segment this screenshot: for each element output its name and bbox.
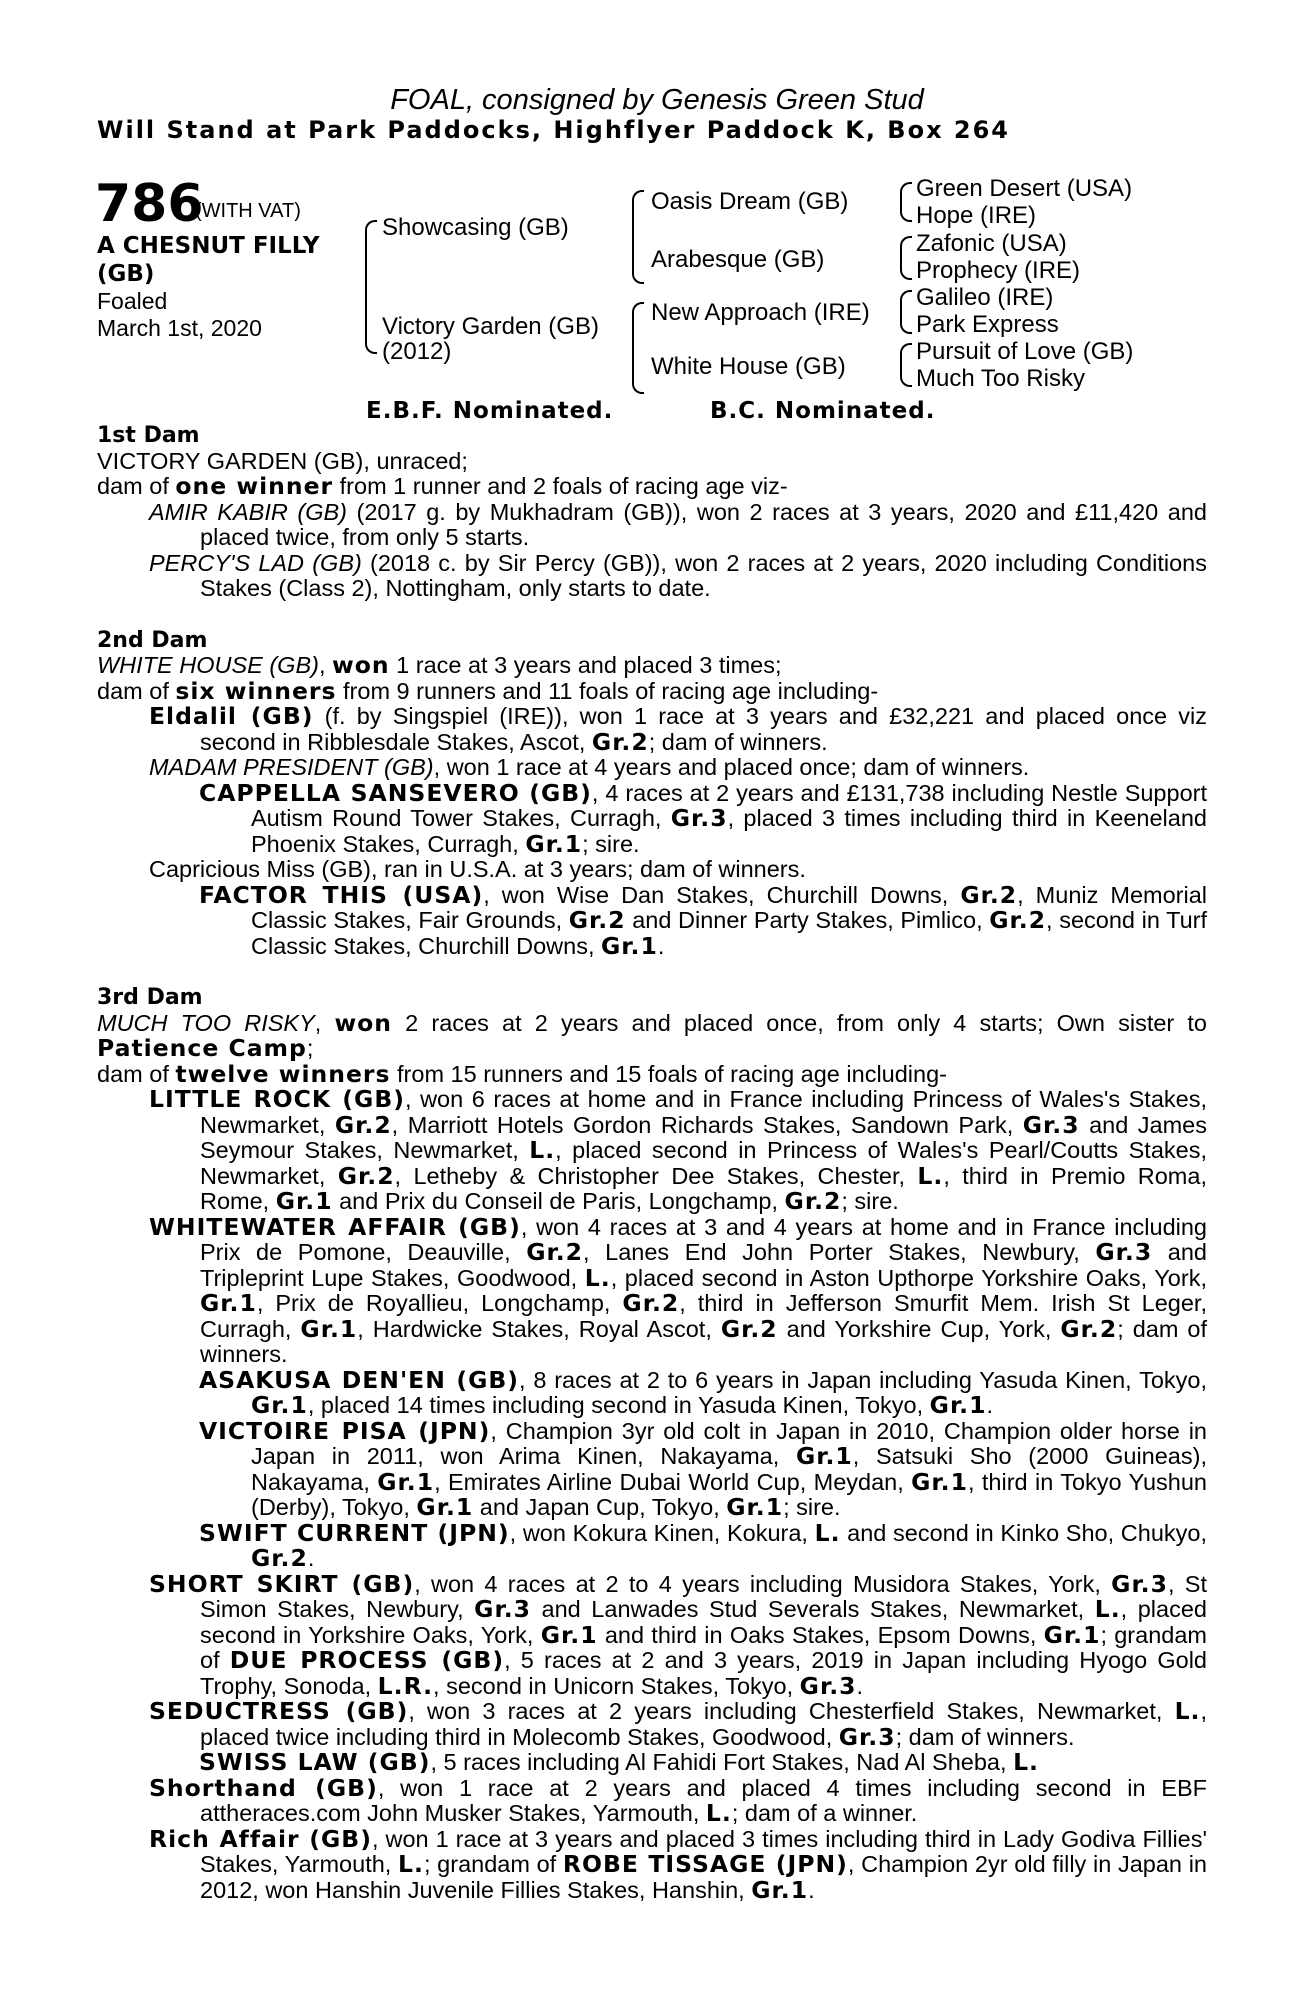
dam-sire-dam: Park Express	[916, 311, 1059, 338]
pedigree-brace-sire-dam	[365, 220, 377, 354]
first-dam-heading: 1st Dam	[97, 423, 200, 448]
produce-entry: Eldalil (GB) (f. by Singspiel (IRE)), won 1 race at 3 years and £32,221 and placed once viz second in Ribblesdale Stakes, Ascot, Gr.2; dam of winners.	[149, 702, 1207, 756]
horse-name: A CHESNUT FILLY	[97, 233, 320, 259]
dam-name: Victory Garden (GB)	[382, 313, 599, 340]
second-dam-heading: 2nd Dam	[97, 627, 208, 653]
dam-dam: White House (GB)	[651, 353, 846, 380]
third-dam-produce-intro: dam of twelve winners from 15 runners and 15 foals of racing age including-	[97, 1059, 947, 1088]
pedigree-brace-dd	[900, 343, 912, 387]
sire-sire: Oasis Dream (GB)	[651, 188, 849, 215]
produce-entry: VICTOIRE PISA (JPN), Champion 3yr old colt in Japan in 2010, Champion older horse in Japan in 2011, won Arima Kinen, Nakayama, Gr.1, Satsuki Sho (2000 Guineas), Nakayama, Gr.1, Emirates Airline Dubai World Cup, Meydan, Gr.1, third in Tokyo Yushun (Derby), Tokyo, Gr.1 and Japan Cup, Tokyo, Gr.1; sire.	[199, 1416, 1207, 1521]
produce-entry: CAPPELLA SANSEVERO (GB), 4 races at 2 years and £131,738 including Nestle Support Autism Round Tower Stakes, Curragh, Gr.3, placed 3 times including third in Keeneland Phoenix Stakes, Curragh, Gr.1; sire.	[199, 778, 1207, 858]
foaled-label: Foaled	[97, 288, 168, 314]
pedigree-brace-ds	[900, 290, 912, 334]
sire-dam: Arabesque (GB)	[651, 246, 825, 273]
produce-entry: AMIR KABIR (GB) (2017 g. by Mukhadram (GB)), won 2 races at 3 years, 2020 and £11,420 and placed twice, from only 5 starts.	[149, 498, 1207, 550]
sire-dam-sire: Zafonic (USA)	[916, 230, 1067, 257]
pedigree-brace-sd	[900, 236, 912, 280]
bc-nominated: B.C. Nominated.	[710, 398, 936, 424]
produce-entry: ASAKUSA DEN'EN (GB), 8 races at 2 to 6 years in Japan including Yasuda Kinen, Tokyo, Gr.1, placed 14 times including second in Yasuda Kinen, Tokyo, Gr.1.	[199, 1365, 1207, 1419]
second-dam-produce-intro: dam of six winners from 9 runners and 11 foals of racing age including-	[97, 676, 879, 705]
produce-entry: SWIFT CURRENT (JPN), won Kokura Kinen, Kokura, L. and second in Kinko Sho, Chukyo, Gr.2.	[199, 1518, 1207, 1572]
pedigree-brace-sire	[632, 190, 644, 284]
sire-dam-dam: Prophecy (IRE)	[916, 257, 1081, 284]
sire-name: Showcasing (GB)	[382, 214, 569, 241]
produce-entry: MADAM PRESIDENT (GB), won 1 race at 4 years and placed once; dam of winners.	[149, 754, 1030, 780]
third-dam-heading: 3rd Dam	[97, 985, 203, 1010]
pedigree-brace-dam	[632, 302, 644, 394]
vat-label: (WITH VAT)	[195, 200, 301, 222]
dam-sire-sire: Galileo (IRE)	[916, 284, 1054, 311]
produce-entry: SHORT SKIRT (GB), won 4 races at 2 to 4 years including Musidora Stakes, York, Gr.3, St Simon Stakes, Newbury, Gr.3 and Lanwades Stud Severals Stakes, Newmarket, L., placed second in Yorkshire Oaks, York, Gr.1 and third in Oaks Stakes, Epsom Downs, Gr.1; grandam of DUE PROCESS (GB), 5 races at 2 and 3 years, 2019 in Japan including Hyogo Gold Trophy, Sonoda, L.R., second in Unicorn Stakes, Tokyo, Gr.3.	[149, 1569, 1208, 1700]
produce-entry: Capricious Miss (GB), ran in U.S.A. at 3 years; dam of winners.	[149, 856, 806, 882]
ebf-nominated: E.B.F. Nominated.	[366, 398, 614, 424]
produce-entry: WHITEWATER AFFAIR (GB), won 4 races at 3 and 4 years at home and in France including Prix de Pomone, Deauville, Gr.2, Lanes End John Porter Stakes, Newbury, Gr.3 and Tripleprint Lupe Stakes, Goodwood, L., placed second in Aston Upthorpe Yorkshire Oaks, York, Gr.1, Prix de Royallieu, Longchamp, Gr.2, third in Jefferson Smurfit Mem. Irish St Leger, Curragh, Gr.1, Hardwicke Stakes, Royal Ascot, Gr.2 and Yorkshire Cup, York, Gr.2; dam of winners.	[149, 1212, 1207, 1367]
dam-sire: New Approach (IRE)	[651, 299, 870, 326]
stand-location: Will Stand at Park Paddocks, Highflyer Paddock K, Box 264	[97, 116, 1011, 144]
dam-dam-dam: Much Too Risky	[916, 365, 1085, 392]
horse-origin: (GB)	[97, 261, 155, 287]
sire-sire-sire: Green Desert (USA)	[916, 175, 1133, 202]
produce-entry: FACTOR THIS (USA), won Wise Dan Stakes, Churchill Downs, Gr.2, Muniz Memorial Classic Stakes, Fair Grounds, Gr.2 and Dinner Party Stakes, Pimlico, Gr.2, second in Turf Classic Stakes, Churchill Downs, Gr.1.	[199, 880, 1208, 960]
consignor-title: FOAL, consigned by Genesis Green Stud	[390, 84, 924, 116]
sire-sire-dam: Hope (IRE)	[916, 202, 1037, 229]
catalogue-body	[97, 423, 1207, 1903]
produce-entry: Shorthand (GB), won 1 race at 2 years and placed 4 times including second in EBF attheraces.com John Musker Stakes, Yarmouth, L.; dam of a winner.	[149, 1773, 1208, 1827]
produce-entry: SWISS LAW (GB), 5 races including Al Fahidi Fort Stakes, Nad Al Sheba, L.	[199, 1748, 1039, 1776]
produce-entry: PERCY'S LAD (GB) (2018 c. by Sir Percy (GB)), won 2 races at 2 years, 2020 including Conditions Stakes (Class 2), Nottingham, only starts to date.	[149, 549, 1207, 601]
third-dam-text: MUCH TOO RISKY, won 2 races at 2 years and placed once, from only 4 starts; Own sister to Patience Camp;	[97, 1008, 1207, 1062]
foaled-date: March 1st, 2020	[97, 315, 262, 341]
dam-dam-sire: Pursuit of Love (GB)	[916, 338, 1134, 365]
produce-entry: LITTLE ROCK (GB), won 6 races at home and in France including Princess of Wales's Stakes, Newmarket, Gr.2, Marriott Hotels Gordon Richards Stakes, Sandown Park, Gr.3 and James Seymour Stakes, Newmarket, L., placed second in Princess of Wales's Pearl/Coutts Stakes, Newmarket, Gr.2, Letheby & Christopher Dee Stakes, Chester, L., third in Premio Roma, Rome, Gr.1 and Prix du Conseil de Paris, Longchamp, Gr.2; sire.	[149, 1085, 1208, 1215]
dam-year: (2012)	[382, 338, 452, 365]
produce-entry: Rich Affair (GB), won 1 race at 3 years and placed 3 times including third in Lady Godiva Fillies' Stakes, Yarmouth, L.; grandam of ROBE TISSAGE (JPN), Champion 2yr old filly in Japan in 2012, won Hanshin Juvenile Fillies Stakes, Hanshin, Gr.1.	[149, 1824, 1207, 1904]
produce-entry: SEDUCTRESS (GB), won 3 races at 2 years including Chesterfield Stakes, Newmarket, L., placed twice including third in Molecomb Stakes, Goodwood, Gr.3; dam of winners.	[149, 1697, 1207, 1751]
first-dam-text: VICTORY GARDEN (GB), unraced;	[97, 447, 468, 474]
second-dam-text: WHITE HOUSE (GB), won 1 race at 3 years and placed 3 times;	[97, 651, 782, 679]
first-dam-produce-intro: dam of one winner from 1 runner and 2 foals of racing age viz-	[97, 472, 788, 500]
lot-number: 786	[95, 174, 204, 234]
pedigree-brace-ss	[900, 182, 912, 222]
